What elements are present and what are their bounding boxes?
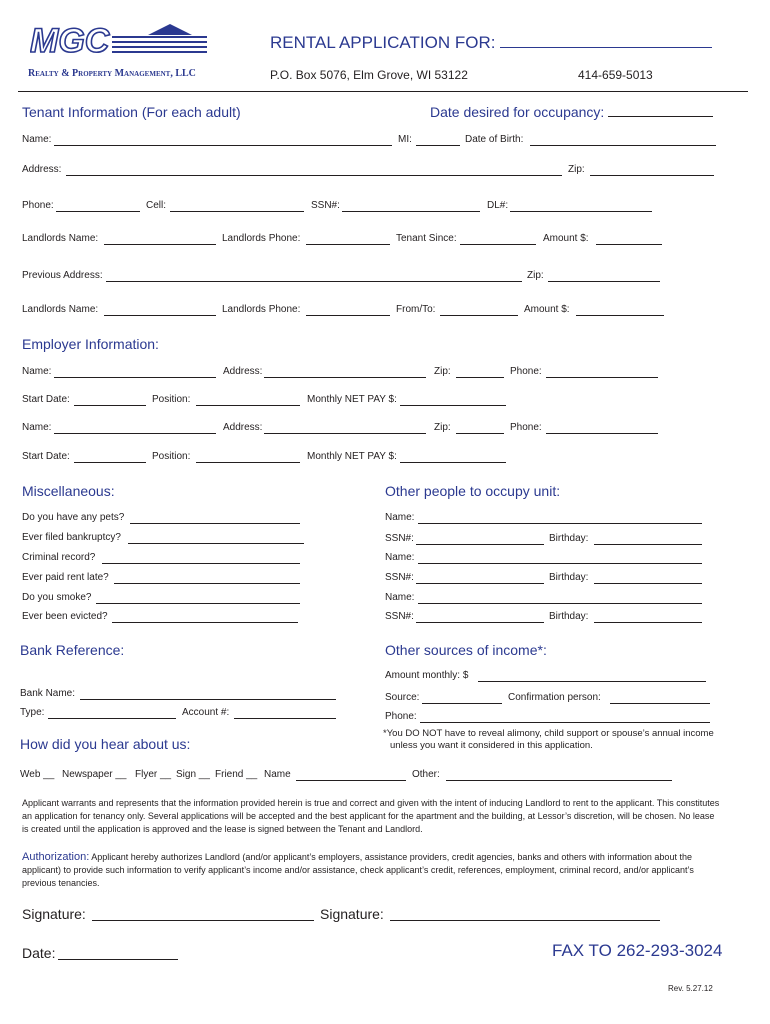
landlords-phone2-field[interactable]	[306, 315, 390, 316]
other1-ssn-label: SSN#:	[385, 533, 414, 544]
tenant-address-label: Address:	[22, 164, 62, 175]
tenant-since-field[interactable]	[460, 244, 536, 245]
tenant-phone-label: Phone:	[22, 200, 54, 211]
other3-ssn-field[interactable]	[416, 622, 544, 623]
hear-web[interactable]: Web __	[20, 769, 55, 780]
fax-number: FAX TO 262-293-3024	[552, 941, 723, 960]
amount2-label: Amount $:	[524, 304, 570, 315]
hear-friend[interactable]: Friend __	[215, 769, 258, 780]
previous-zip-label: Zip:	[527, 270, 544, 281]
date-label: Date:	[22, 945, 56, 961]
amount-field[interactable]	[596, 244, 662, 245]
landlords-name2-label: Landlords Name:	[22, 304, 99, 315]
employer2-start-label: Start Date:	[22, 451, 70, 462]
other3-birthday-label: Birthday:	[549, 611, 589, 622]
employer2-zip-label: Zip:	[434, 422, 451, 433]
tenant-cell-field[interactable]	[170, 211, 304, 212]
amount-monthly-field[interactable]	[478, 681, 706, 682]
from-to-label: From/To:	[396, 304, 436, 315]
bank-name-label: Bank Name:	[20, 688, 76, 699]
employer2-zip-field[interactable]	[456, 433, 504, 434]
tenant-dl-label: DL#:	[487, 200, 509, 211]
employer1-name-field[interactable]	[54, 377, 216, 378]
amount-label: Amount $:	[543, 233, 589, 244]
employer2-pay-label: Monthly NET PAY $:	[307, 451, 397, 462]
employer1-position-label: Position:	[152, 394, 191, 405]
company-logo	[30, 22, 215, 69]
hear-flyer[interactable]: Flyer __	[135, 769, 172, 780]
income-note-1: *You DO NOT have to reveal alimony, child support or spouse’s annual income	[383, 728, 714, 739]
other2-birthday-field[interactable]	[594, 583, 702, 584]
header-address: P.O. Box 5076, Elm Grove, WI 53122	[270, 68, 468, 82]
tenant-mi-field[interactable]	[416, 145, 460, 146]
bankruptcy-field[interactable]	[128, 543, 304, 544]
tenant-phone-field[interactable]	[56, 211, 140, 212]
evicted-label: Ever been evicted?	[22, 611, 108, 622]
tenant-cell-label: Cell:	[146, 200, 167, 211]
other1-name-label: Name:	[385, 512, 415, 523]
employer2-name-field[interactable]	[54, 433, 216, 434]
smoke-field[interactable]	[96, 603, 300, 604]
employer1-phone-label: Phone:	[510, 366, 542, 377]
tenant-mi-label: MI:	[398, 134, 412, 145]
other1-birthday-field[interactable]	[594, 544, 702, 545]
other3-name-label: Name:	[385, 592, 415, 603]
other2-name-field[interactable]	[418, 563, 702, 564]
tenant-zip-field[interactable]	[590, 175, 714, 176]
rent-late-label: Ever paid rent late?	[22, 572, 109, 583]
employer2-address-field[interactable]	[264, 433, 426, 434]
from-to-field[interactable]	[440, 315, 518, 316]
confirmation-field[interactable]	[610, 703, 710, 704]
hear-sign[interactable]: Sign __	[176, 769, 210, 780]
tenant-since-label: Tenant Since:	[396, 233, 457, 244]
landlords-phone2-label: Landlords Phone:	[222, 304, 301, 315]
tenant-heading: Tenant Information (For each adult)	[22, 104, 241, 120]
employer1-start-field[interactable]	[74, 405, 146, 406]
previous-zip-field[interactable]	[548, 281, 660, 282]
date-field[interactable]	[58, 959, 178, 960]
header-phone: 414-659-5013	[578, 68, 653, 82]
tenant-ssn-label: SSN#:	[311, 200, 340, 211]
other2-name-label: Name:	[385, 552, 415, 563]
signature1-label: Signature:	[22, 906, 86, 922]
bank-name-field[interactable]	[80, 699, 336, 700]
account-field[interactable]	[234, 718, 336, 719]
employer2-start-field[interactable]	[74, 462, 146, 463]
income-phone-label: Phone:	[385, 711, 417, 722]
type-label: Type:	[20, 707, 45, 718]
hear-heading: How did you hear about us:	[20, 736, 191, 752]
employer2-position-label: Position:	[152, 451, 191, 462]
svg-text:MGC: MGC	[30, 22, 110, 60]
landlords-name2-field[interactable]	[104, 315, 216, 316]
amount-monthly-label: Amount monthly: $	[385, 670, 469, 681]
source-field[interactable]	[422, 703, 502, 704]
occupancy-label: Date desired for occupancy:	[430, 104, 713, 120]
occupancy-field[interactable]	[608, 107, 713, 117]
criminal-label: Criminal record?	[22, 552, 96, 563]
other3-name-field[interactable]	[418, 603, 702, 604]
criminal-field[interactable]	[102, 563, 300, 564]
landlords-name-label: Landlords Name:	[22, 233, 99, 244]
tenant-dob-label: Date of Birth:	[465, 134, 524, 145]
other1-name-field[interactable]	[418, 523, 702, 524]
other1-ssn-field[interactable]	[416, 544, 544, 545]
employer1-pay-label: Monthly NET PAY $:	[307, 394, 397, 405]
others-heading: Other people to occupy unit:	[385, 483, 561, 499]
employer1-phone-field[interactable]	[546, 377, 658, 378]
source-label: Source:	[385, 692, 420, 703]
warrant-paragraph: Applicant warrants and represents that the information provided herein is true and correct and given with the intent of inducing Landlord to rent to the applicant. This constitutes an application for tenancy only. Several applications will be accepted and the best applicant for the apartment and the building, at Lessor’s discretion, will be chosen. No lease is created until the application is approved and the lease is signed between the Tenant and Landlord.	[22, 798, 720, 834]
authorization-label: Authorization:	[22, 851, 90, 863]
pets-label: Do you have any pets?	[22, 512, 125, 523]
hear-other-label: Other:	[412, 769, 440, 780]
hear-newspaper[interactable]: Newspaper __	[62, 769, 127, 780]
authorization-paragraph	[22, 851, 722, 890]
signature1-field[interactable]	[92, 920, 314, 921]
other3-ssn-label: SSN#:	[385, 611, 414, 622]
employer1-address-label: Address:	[223, 366, 263, 377]
employer2-name-label: Name:	[22, 422, 52, 433]
previous-address-label: Previous Address:	[22, 270, 103, 281]
employer-heading: Employer Information:	[22, 336, 159, 352]
confirmation-label: Confirmation person:	[508, 692, 601, 703]
employer1-pay-field[interactable]	[400, 405, 506, 406]
rent-late-field[interactable]	[114, 583, 300, 584]
misc-heading: Miscellaneous:	[22, 483, 115, 499]
landlords-name-field[interactable]	[104, 244, 216, 245]
bank-heading: Bank Reference:	[20, 642, 125, 658]
tenant-dl-field[interactable]	[510, 211, 652, 212]
employer2-phone-label: Phone:	[510, 422, 542, 433]
previous-address-field[interactable]	[106, 281, 522, 282]
employer2-position-field[interactable]	[196, 462, 300, 463]
income-heading: Other sources of income*:	[385, 642, 547, 658]
other3-birthday-field[interactable]	[594, 622, 702, 623]
revision: Rev. 5.27.12	[668, 984, 713, 993]
employer1-name-label: Name:	[22, 366, 52, 377]
other2-birthday-label: Birthday:	[549, 572, 589, 583]
income-note-2: unless you want it considered in this application.	[390, 740, 593, 751]
smoke-label: Do you smoke?	[22, 592, 92, 603]
tenant-name-field[interactable]	[54, 145, 392, 146]
tenant-ssn-field[interactable]	[342, 211, 480, 212]
bankruptcy-label: Ever filed bankruptcy?	[22, 532, 121, 543]
company-name: Realty & Property Management, LLC	[28, 68, 196, 79]
other2-ssn-field[interactable]	[416, 583, 544, 584]
income-phone-field[interactable]	[420, 722, 710, 723]
form-title: RENTAL APPLICATION FOR:	[270, 33, 712, 53]
tenant-address-field[interactable]	[66, 175, 562, 176]
tenant-zip-label: Zip:	[568, 164, 585, 175]
account-label: Account #:	[182, 707, 230, 718]
signature2-label: Signature:	[320, 906, 384, 922]
employer2-pay-field[interactable]	[400, 462, 506, 463]
employer1-zip-field[interactable]	[456, 377, 504, 378]
tenant-name-label: Name:	[22, 134, 52, 145]
type-field[interactable]	[48, 718, 176, 719]
amount2-field[interactable]	[576, 315, 664, 316]
employer1-address-field[interactable]	[264, 377, 426, 378]
tenant-dob-field[interactable]	[530, 145, 716, 146]
authorization-text: Applicant hereby authorizes Landlord (and/or applicant’s employers, assistance providers, credit agencies, banks and others with information about the applicant) to provide such information to verify applicant’s income and/or assistance, check applicant’s credit, references, employment, criminal record, and/or applicant’s previous tenancies.	[22, 852, 694, 888]
other1-birthday-label: Birthday:	[549, 533, 589, 544]
hear-name-label: Name	[264, 769, 291, 780]
employer1-zip-label: Zip:	[434, 366, 451, 377]
other2-ssn-label: SSN#:	[385, 572, 414, 583]
header-rule	[18, 91, 748, 92]
signature2-field[interactable]	[390, 920, 660, 921]
employer2-phone-field[interactable]	[546, 433, 658, 434]
employer1-position-field[interactable]	[196, 405, 300, 406]
pets-field[interactable]	[130, 523, 300, 524]
employer1-start-label: Start Date:	[22, 394, 70, 405]
evicted-field[interactable]	[112, 622, 298, 623]
hear-other-field[interactable]	[446, 780, 672, 781]
hear-name-field[interactable]	[296, 780, 406, 781]
landlords-phone-label: Landlords Phone:	[222, 233, 301, 244]
landlords-phone-field[interactable]	[306, 244, 390, 245]
employer2-address-label: Address:	[223, 422, 263, 433]
